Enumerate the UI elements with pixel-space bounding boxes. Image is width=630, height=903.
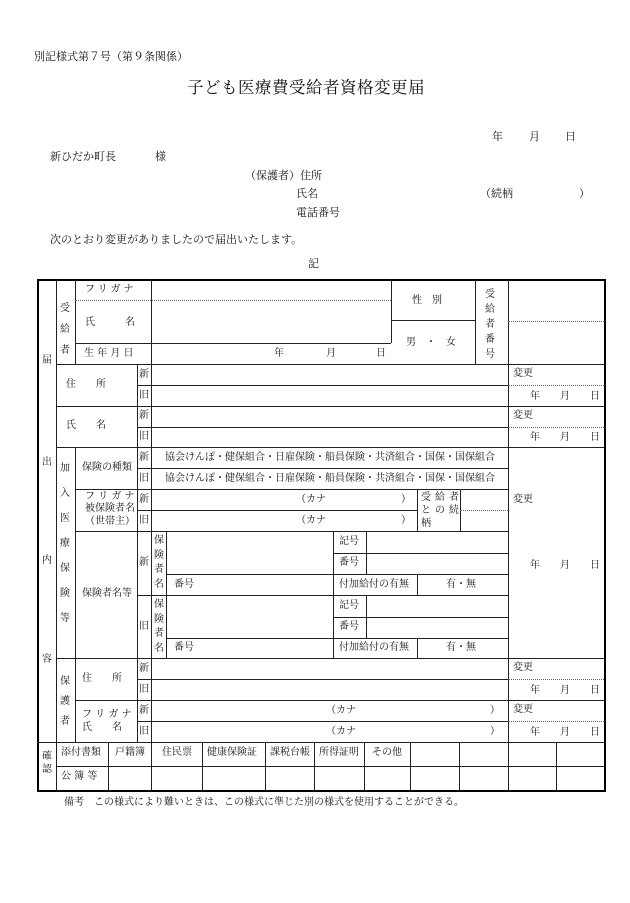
kigo-new: 記号 — [339, 536, 359, 547]
recipient-number-label: 受給者番号 — [485, 289, 495, 360]
intro-text: 次のとおり変更がありましたので届出いたします。 — [50, 233, 303, 246]
doc-income-cert: 所得証明 — [319, 747, 359, 758]
insured-kana-close-old: ） — [401, 515, 411, 526]
doc-koseki: 戸籍簿 — [115, 747, 145, 758]
fuka-old: 付加給付の有無 — [339, 642, 409, 653]
address-change-year: 年 — [530, 391, 540, 402]
guardian-address-old: 旧 — [139, 684, 149, 695]
guardian-address-change: 変更 — [513, 662, 533, 673]
relation-open: （続柄 — [480, 187, 513, 200]
insured-kana-open-old: （カナ — [296, 515, 326, 526]
date-month: 月 — [529, 130, 540, 143]
attach-label: 添付書類 — [61, 747, 101, 758]
guardian-furigana-label: フ リ ガ ナ — [82, 709, 132, 720]
honorific: 様 — [155, 150, 166, 163]
side-label-shutsu: 出 — [42, 457, 52, 468]
insurer-number-old: 番号 — [174, 642, 194, 653]
insurance-type-old: 旧 — [139, 473, 149, 484]
doc-health-insurance: 健康保険証 — [207, 747, 257, 758]
date-day: 日 — [565, 130, 576, 143]
phone-label: 電話番号 — [296, 206, 340, 219]
furigana-label: フリガナ — [85, 284, 137, 295]
insured-kana-open-new: （カナ — [296, 494, 326, 505]
footer-note: 備考 この様式により難いときは、この様式に準じた別の様式を使用することができる。 — [64, 797, 464, 808]
insurer-name-label: 保険者名等 — [82, 588, 132, 599]
address-change: 変更 — [513, 368, 533, 379]
address-old: 旧 — [139, 390, 149, 401]
insurance-type-new: 新 — [139, 452, 149, 463]
name-change: 変更 — [513, 410, 533, 421]
guardian-name-label: 氏名 — [296, 187, 318, 200]
form-title: 子ども医療費受給者資格変更届 — [187, 78, 425, 97]
side-label-you: 容 — [42, 654, 52, 665]
insurance-options-new: 協会けんぽ・健保組合・日雇保険・船員保険・共済組合・国保・国保組合 — [165, 452, 495, 463]
guardian-name-new: 新 — [139, 705, 149, 716]
name-label: 氏 名 — [85, 317, 135, 328]
name-new: 新 — [139, 410, 149, 421]
guardian-label: 保護者 — [60, 676, 70, 727]
insurance-change-month: 月 — [560, 560, 570, 571]
guardian-name-change-year: 年 — [530, 727, 540, 738]
bango-new: 番号 — [339, 557, 359, 568]
date-year: 年 — [492, 130, 503, 143]
side-label-nai: 内 — [42, 555, 52, 566]
guardian-kana-open-new: （カナ — [326, 705, 356, 716]
address-label: 住 所 — [66, 379, 106, 390]
doc-other: その他 — [372, 747, 402, 758]
address-change-day: 日 — [590, 391, 600, 402]
birth-label: 生 年 月 日 — [84, 348, 134, 359]
birth-day: 日 — [376, 348, 386, 359]
insurance-change-year: 年 — [530, 560, 540, 571]
guardian-address-change-month: 月 — [560, 685, 570, 696]
guardian-name-change: 変更 — [513, 704, 533, 715]
name-change-year: 年 — [530, 432, 540, 443]
insurer-old: 旧 — [139, 621, 149, 632]
insured-name-label: 被保険者名 — [85, 503, 135, 514]
kigo-old: 記号 — [339, 600, 359, 611]
insured-householder-label: （世帯主） — [85, 516, 135, 527]
guardian-kana-close-new: ） — [490, 705, 500, 716]
public-label: 公 簿 等 — [61, 771, 98, 782]
form-number: 別記様式第７号（第９条関係） — [34, 50, 188, 63]
insurance-type-label: 保険の種類 — [82, 462, 132, 473]
sex-label: 性 別 — [412, 295, 442, 306]
insurance-change: 変更 — [513, 494, 533, 505]
insured-furigana-label: フ リ ガ ナ — [85, 491, 135, 502]
guardian-name-change-month: 月 — [560, 727, 570, 738]
insurance-options-old: 協会けんぽ・健保組合・日雇保険・船員保険・共済組合・国保・国保組合 — [165, 473, 495, 484]
umu-old: 有・無 — [446, 642, 476, 653]
guardian-name-old: 旧 — [139, 726, 149, 737]
name-change-month: 月 — [560, 432, 570, 443]
sex-options: 男 ・ 女 — [406, 337, 456, 348]
insured-old: 旧 — [139, 515, 149, 526]
insurer-number-new: 番号 — [174, 579, 194, 590]
umu-new: 有・無 — [446, 579, 476, 590]
birth-year: 年 — [274, 348, 284, 359]
name-change-day: 日 — [590, 432, 600, 443]
relation-with-recipient-label: 受給者との続柄 — [421, 492, 459, 529]
relation-close: ） — [579, 187, 590, 200]
name-old: 旧 — [139, 431, 149, 442]
insured-new: 新 — [139, 494, 149, 505]
bango-old: 番号 — [339, 621, 359, 632]
address-change-month: 月 — [560, 391, 570, 402]
ki-label: 記 — [308, 257, 319, 270]
insurance-change-day: 日 — [590, 560, 600, 571]
guardian-name-change-day: 日 — [590, 727, 600, 738]
insurer-new: 新 — [139, 557, 149, 568]
name-change-label: 氏 名 — [66, 420, 106, 431]
fuka-new: 付加給付の有無 — [339, 579, 409, 590]
guardian-address-change-year: 年 — [530, 685, 540, 696]
kakunin-label: 確認 — [42, 751, 52, 775]
guardian-name-row-label: 氏 名 — [82, 722, 122, 733]
guardian-address-change-day: 日 — [590, 685, 600, 696]
guardian-kana-close-old: ） — [490, 726, 500, 737]
address-new: 新 — [139, 369, 149, 380]
doc-tax-ledger: 課税台帳 — [270, 747, 310, 758]
insurer-vertical-old: 保険者名 — [154, 599, 164, 654]
guardian-address-new: 新 — [139, 663, 149, 674]
insurer-vertical-new: 保険者名 — [154, 535, 164, 590]
guardian-kana-open-old: （カナ — [326, 726, 356, 737]
kanyu-label: 加入医療保険等 — [60, 463, 70, 624]
guardian-address-row-label: 住 所 — [82, 673, 122, 684]
doc-juminhyo: 住民票 — [162, 747, 192, 758]
recipient-label: 受給者 — [60, 303, 70, 356]
side-label-todoke: 届 — [42, 355, 52, 366]
guardian-address-label: （保護者）住所 — [245, 169, 322, 182]
insured-kana-close-new: ） — [401, 494, 411, 505]
birth-month: 月 — [326, 348, 336, 359]
addressee: 新ひだか町長 — [50, 150, 116, 163]
